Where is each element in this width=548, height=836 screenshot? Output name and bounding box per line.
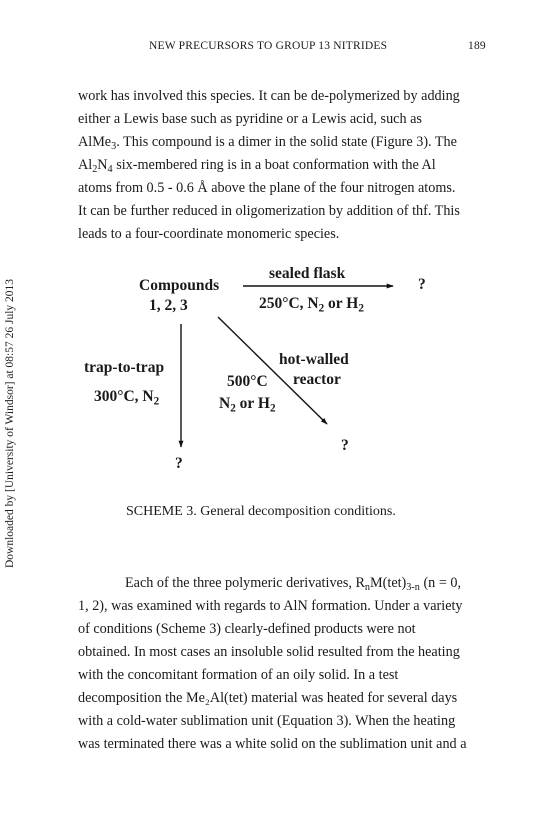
condition-subscript: 2 [153,395,160,408]
condition-text: or H [235,395,270,412]
condition-text: 250°C, N [259,295,319,312]
product-right: ? [418,276,426,293]
paragraph-line: with a cold-water sublimation unit (Equation 3). When the heating [78,713,456,729]
sealed-conditions [259,294,364,314]
diagonal-temperature: 500°C [227,373,268,390]
formula-text: Al [78,157,93,173]
sealed-flask-label: sealed flask [269,265,346,282]
paragraph-line: obtained. In most cases an insoluble solid resulted from the heating [78,644,460,660]
formula-text: M(tet) [370,575,407,591]
paragraph-line: 1, 2), was examined with regards to AlN formation. Under a variety [78,598,463,614]
scheme-caption: SCHEME 3. General decomposition conditions. [126,504,396,519]
compounds-label: Compounds [139,277,220,294]
line-text: Each of the three polymeric derivatives, R [125,575,365,591]
formula-subscript: 3-n [406,582,420,594]
hot-walled-label: hot-walled [279,351,349,368]
formula-text: N [97,157,108,173]
trap-conditions [94,387,159,407]
line-text: . This compound is a dimer in the solid state (Figure 3). The [116,134,457,150]
condition-subscript: 2 [318,302,325,315]
compounds-numbers: 1, 2, 3 [149,297,188,314]
paragraph-line: leads to a four-coordinate monomeric species. [78,226,340,242]
paragraph-line: atoms from 0.5 - 0.6 Å above the plane of the four nitrogen atoms. [78,180,456,196]
condition-text: N [219,395,231,412]
paragraph-line: It can be further reduced in oligomerization by addition of thf. This [78,203,460,219]
condition-text: or H [324,295,359,312]
formula-subscript: n [364,582,371,594]
line-text: six-membered ring is in a boat conformation with the Al [112,157,436,173]
condition-subscript: 2 [269,402,276,415]
page-number: 189 [468,40,486,52]
paragraph-line: either a Lewis base such as pyridine or a Lewis acid, such as [78,111,422,127]
formula-subscript: 4 [107,164,113,176]
formula-subscript: 2 [92,164,98,176]
product-diagonal: ? [341,437,349,454]
formula-subscript: 3 [111,141,117,153]
condition-text: 300°C, N [94,388,154,405]
line-text: (n = 0, [419,575,462,591]
reactor-label: reactor [293,371,341,388]
download-watermark: Downloaded by [University of Windsor] at 08:57 26 July 2013 [4,278,16,568]
paragraph-line [78,572,484,595]
diagonal-gas [219,394,276,414]
paragraph-line: decomposition the Me₂Al(tet) material was heated for several days [78,690,458,706]
condition-subscript: 2 [230,402,236,415]
paragraph-2 [78,572,484,756]
product-down: ? [175,455,183,472]
formula-text: AlMe [78,134,112,150]
paragraph-line: work has involved this species. It can be de-polymerized by adding [78,88,460,104]
trap-to-trap-label: trap-to-trap [84,359,165,376]
condition-subscript: 2 [358,302,364,315]
paragraph-line: of conditions (Scheme 3) clearly-defined products were not [78,621,416,637]
running-title: NEW PRECURSORS TO GROUP 13 NITRIDES [149,40,388,52]
paragraph-line: with the concomitant formation of an oily solid. In a test [78,667,399,683]
paragraph-line: was terminated there was a white solid on the sublimation unit and a [78,736,467,752]
